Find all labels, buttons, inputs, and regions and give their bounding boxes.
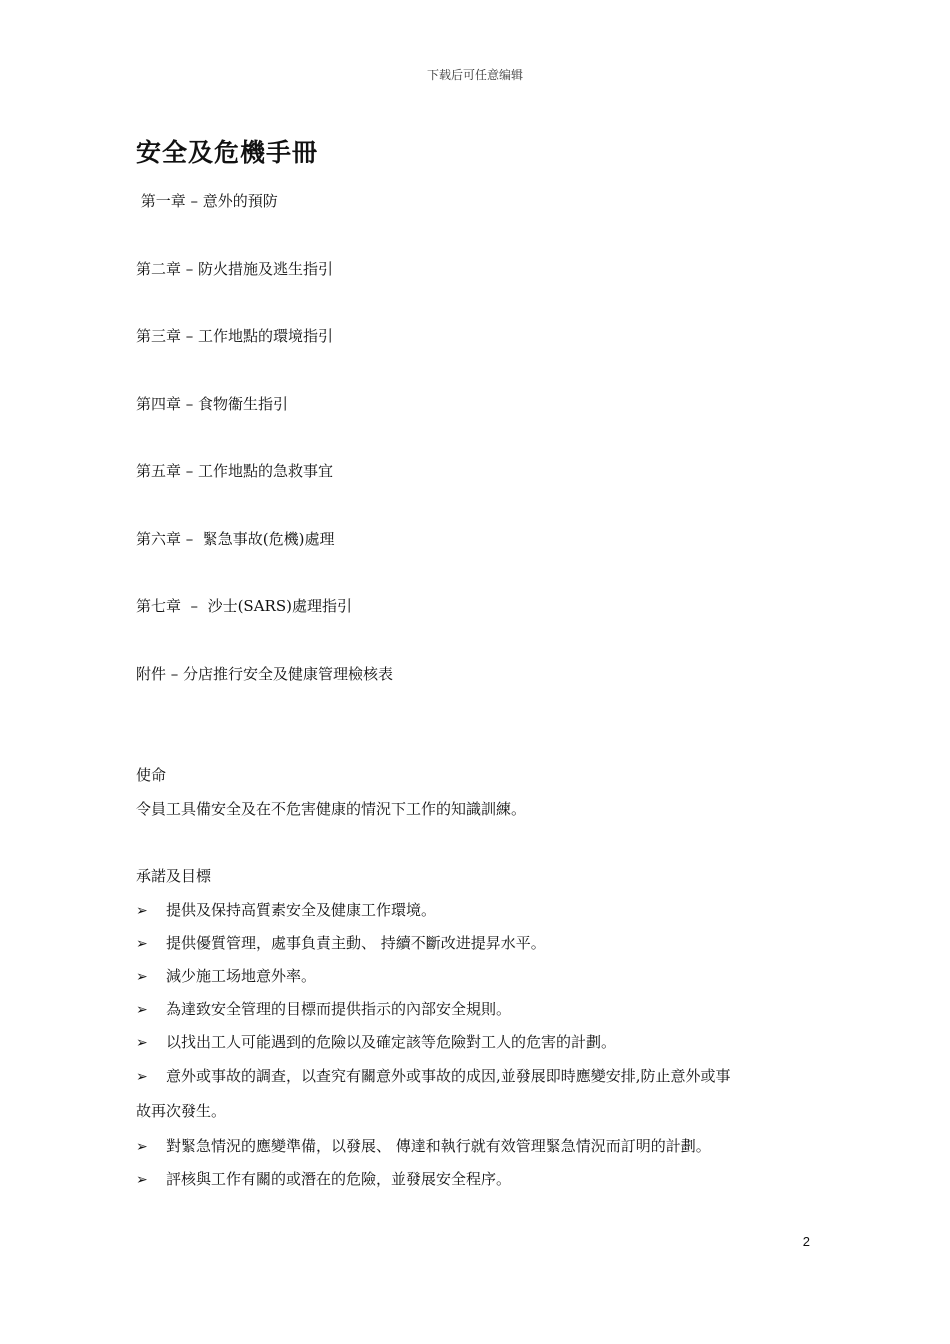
list-item [136, 1135, 816, 1156]
toc-item-chapter-4: 第四章 – 食物衞生指引 [136, 395, 289, 413]
arrow-bullet-icon: ➢ [136, 1002, 148, 1018]
arrow-bullet-icon: ➢ [136, 936, 148, 952]
page-title: 安全及危機手冊 [136, 138, 319, 167]
toc-item-chapter-5: 第五章 – 工作地點的急救事宜 [136, 462, 334, 480]
page-number: 2 [802, 1234, 810, 1249]
list-item-text: 意外或事故的調查，以查究有關意外或事故的成因,並發展即時應變安排,防止意外或事 [166, 1067, 731, 1085]
toc-item-chapter-6: 第六章 – 緊急事故(危機)處理 [136, 530, 335, 548]
list-item [136, 1031, 816, 1052]
mission-heading: 使命 [136, 766, 167, 784]
list-item-continuation: 故再次發生。 [136, 1102, 227, 1120]
list-item-text: 提供及保持高質素安全及健康工作環境。 [166, 901, 437, 919]
list-item [136, 965, 816, 986]
arrow-bullet-icon: ➢ [136, 1069, 148, 1085]
arrow-bullet-icon: ➢ [136, 903, 148, 919]
toc-item-chapter-1: 第一章 – 意外的預防 [136, 192, 278, 210]
arrow-bullet-icon: ➢ [136, 1035, 148, 1051]
arrow-bullet-icon: ➢ [136, 1139, 148, 1155]
toc-item-chapter-3: 第三章 – 工作地點的環境指引 [136, 327, 334, 345]
list-item [136, 899, 816, 920]
arrow-bullet-icon: ➢ [136, 969, 148, 985]
header-note: 下载后可任意编辑 [426, 68, 523, 82]
list-item [136, 932, 816, 953]
mission-text: 令員工具備安全及在不危害健康的情況下工作的知識訓練。 [136, 800, 527, 818]
list-item-text: 為達致安全管理的目標而提供指示的內部安全規則。 [166, 1000, 512, 1018]
list-item-text: 對緊急情況的應變準備，以發展、 傳達和執行就有效管理緊急情況而訂明的計劃。 [166, 1137, 711, 1155]
list-item [136, 998, 816, 1019]
list-item-text: 以找出工人可能遇到的危險以及確定該等危險對工人的危害的計劃。 [166, 1033, 617, 1051]
list-item-text: 減少施工场地意外率。 [166, 967, 317, 985]
toc-item-appendix: 附件 – 分店推行安全及健康管理檢核表 [136, 665, 394, 683]
commitments-heading: 承諾及目標 [136, 867, 212, 885]
list-item [136, 1065, 816, 1121]
toc-item-chapter-7: 第七章 – 沙士(SARS)處理指引 [136, 597, 352, 615]
list-item [136, 1168, 816, 1189]
toc-item-chapter-2: 第二章 – 防火措施及逃生指引 [136, 260, 334, 278]
arrow-bullet-icon: ➢ [136, 1172, 148, 1188]
list-item-text: 提供優質管理，處事負責主動、 持續不斷改进提昇水平。 [166, 934, 546, 952]
list-item-text: 評核與工作有關的或潛在的危險，並發展安全程序。 [166, 1170, 512, 1188]
